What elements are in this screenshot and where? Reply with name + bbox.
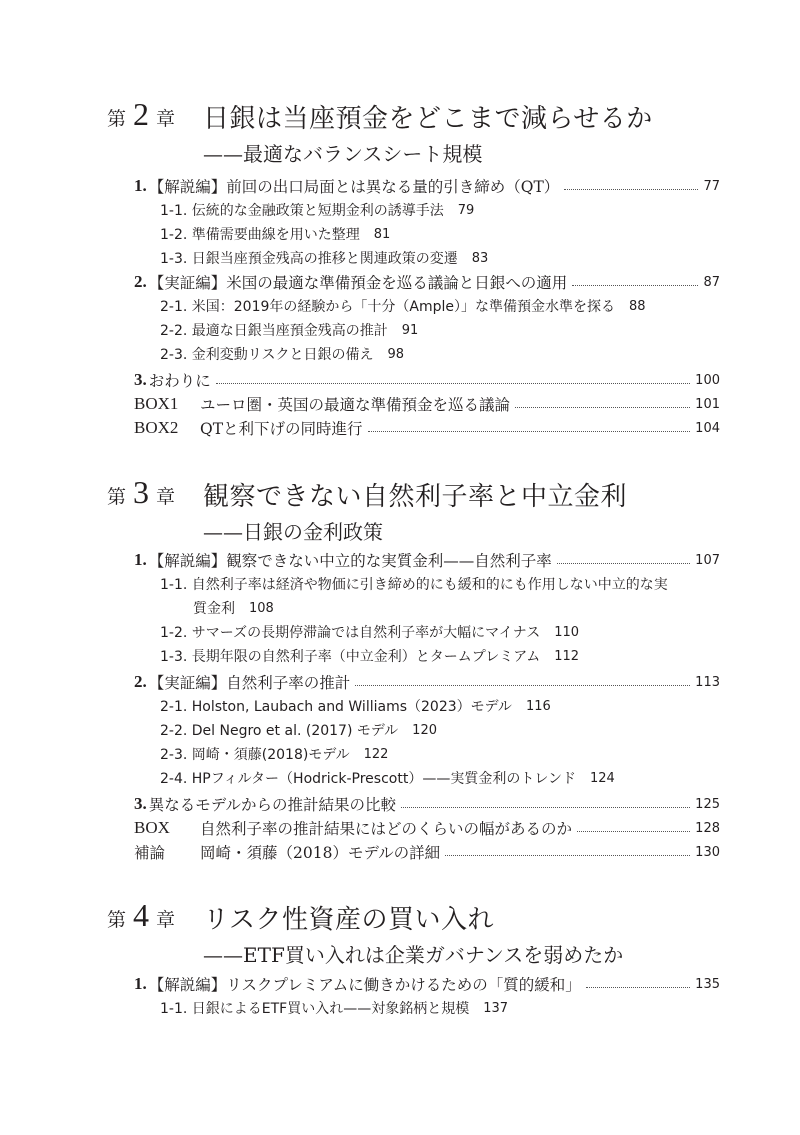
section-number: 2. [134,272,147,291]
page-number: 122 [363,746,389,762]
page-number: 87 [703,274,720,290]
toc-subsection[interactable] [160,718,437,742]
leader-dots [445,855,690,856]
chapter-number [107,897,175,937]
toc-section[interactable] [134,270,720,294]
subsection-label-cont: 質金利 [193,601,235,617]
page-number: 108 [249,600,274,616]
toc-box[interactable] [134,416,720,440]
box-tag: BOX [134,818,170,837]
page-number: 79 [457,202,475,218]
toc-subsection[interactable] [160,222,390,246]
toc-section[interactable] [134,972,720,996]
toc-subsection[interactable] [160,246,488,270]
chapter-num: 2 [133,96,150,132]
toc-subsection[interactable] [160,742,388,766]
page-number: 110 [554,624,580,640]
subsection-label: 1-3. 長期年限の自然利子率（中立金利）とタームプレミアム [160,649,541,665]
chapter-prefix: 第 [107,486,127,508]
supplement-label: 岡崎・須藤（2018）モデルの詳細 [200,844,441,862]
toc-subsection[interactable] [160,694,551,718]
page-number: 113 [695,674,720,690]
section-number: 1. [134,550,147,569]
chapter-subtitle: ——最適なバランスシート規模 [203,142,483,166]
box-label: ユーロ圏・英国の最適な準備預金を巡る議論 [200,396,511,414]
subsection-label: 2-2. 最適な日銀当座預金残高の推計 [160,323,388,339]
section-number: 1. [134,974,147,993]
box-tag: BOX1 [134,394,179,413]
leader-dots [515,407,690,408]
toc-section[interactable] [134,368,720,392]
box-label: 自然利子率の推計結果にはどのくらいの幅があるのか [200,820,573,838]
toc-box[interactable] [134,392,720,416]
page-number: 120 [412,722,437,738]
chapter-suffix: 章 [156,486,176,508]
toc-subsection[interactable] [160,198,474,222]
subsection-label: 2-1. Holston, Laubach and Williams（2023）モデル [160,699,512,715]
section-label: おわりに [148,372,211,390]
box-label: QTと利下げの同時進行 [200,420,363,438]
section-label: 【実証編】米国の最適な準備預金を巡る議論と日銀への適用 [148,274,568,292]
subsection-label: 1-2. 準備需要曲線を用いた整理 [160,227,360,243]
section-label: 異なるモデルからの推計結果の比較 [148,796,396,814]
page-number: 137 [483,1000,509,1016]
page-number: 124 [589,770,615,786]
subsection-label: 2-3. 岡崎・須藤(2018)モデル [160,747,350,763]
chapter-title: 観察できない自然利子率と中立金利 [203,482,628,512]
chapter-subtitle: ——日銀の金利政策 [203,520,383,544]
toc-box[interactable] [134,816,720,840]
section-label: 【解説編】前回の出口局面とは異なる量的引き締め（QT） [148,178,560,196]
page-number: 101 [695,396,720,412]
page-number: 107 [695,552,720,568]
toc-section[interactable] [134,670,720,694]
section-label: 【解説編】観察できない中立的な実質金利——自然利子率 [148,552,552,570]
page-number: 130 [695,844,720,860]
page-number: 83 [471,250,489,266]
subsection-label: 1-1. 自然利子率は経済や物価に引き締め的にも緩和的にも作用しない中立的な実 [160,577,668,593]
leader-dots [572,285,698,286]
leader-dots [355,685,690,686]
section-number: 3. [134,370,147,389]
chapter-title: 日銀は当座預金をどこまで減らせるか [203,104,653,134]
subsection-label: 2-1. 米国：2019年の経験から「十分（Ample）」な準備預金水準を探る [160,299,615,315]
box-tag: BOX2 [134,418,179,437]
subsection-label: 2-4. HPフィルター（Hodrick-Prescott）——実質金利のトレンド [160,771,576,787]
toc-subsection[interactable] [160,294,646,318]
page-number: 135 [695,976,720,992]
page-number: 128 [695,820,720,836]
toc-subsection[interactable] [160,342,404,366]
toc-section[interactable] [134,174,720,198]
page-number: 91 [401,322,419,338]
chapter-prefix: 第 [107,909,127,931]
page-number: 116 [525,698,551,714]
toc-section[interactable] [134,792,720,816]
page-number: 104 [695,420,720,436]
page-number: 81 [373,226,391,242]
toc-subsection[interactable] [160,318,418,342]
toc-subsection[interactable] [160,644,579,668]
subsection-label: 2-3. 金利変動リスクと日銀の備え [160,347,374,363]
leader-dots [401,807,690,808]
chapter-title: リスク性資産の買い入れ [203,905,494,935]
subsection-label: 1-1. 伝統的な金融政策と短期金利の誘導手法 [160,203,444,219]
subsection-label: 1-1. 日銀によるETF買い入れ——対象銘柄と規模 [160,1001,470,1017]
leader-dots [586,987,690,988]
page-number: 100 [695,372,720,388]
toc-supplement[interactable] [134,840,720,864]
page-number: 88 [629,298,646,314]
section-label: 【実証編】自然利子率の推計 [148,674,351,692]
section-number: 2. [134,672,147,691]
leader-dots [577,831,690,832]
chapter-prefix: 第 [107,108,127,130]
subsection-label: 1-3. 日銀当座預金残高の推移と関連政策の変遷 [160,251,458,267]
chapter-suffix: 章 [156,909,176,931]
page-number: 98 [387,346,405,362]
leader-dots [216,383,690,384]
chapter-subtitle: ——ETF買い入れは企業ガバナンスを弱めたか [203,943,624,967]
section-label: 【解説編】リスクプレミアムに働きかけるための「質的緩和」 [148,976,581,994]
page-number: 125 [695,796,720,812]
leader-dots [564,189,698,190]
chapter-number [107,96,175,136]
section-number: 3. [134,794,147,813]
leader-dots [557,563,690,564]
chapter-num: 3 [133,474,150,510]
toc-section[interactable] [134,548,720,572]
chapter-suffix: 章 [156,108,176,130]
subsection-label: 2-2. Del Negro et al. (2017) モデル [160,723,399,739]
leader-dots [368,431,691,432]
chapter-num: 4 [133,897,150,933]
toc-subsection[interactable] [160,572,668,596]
toc-subsection[interactable] [160,766,615,790]
chapter-number [107,474,175,514]
section-number: 1. [134,176,147,195]
page-number: 112 [554,648,580,664]
supplement-tag: 補論 [134,844,166,862]
toc-subsection[interactable] [160,620,579,644]
toc-subsection[interactable] [160,996,508,1020]
page-number: 77 [703,178,720,194]
toc-subsection-continued[interactable] [193,596,274,620]
subsection-label: 1-2. サマーズの長期停滞論では自然利子率が大幅にマイナス [160,625,541,641]
